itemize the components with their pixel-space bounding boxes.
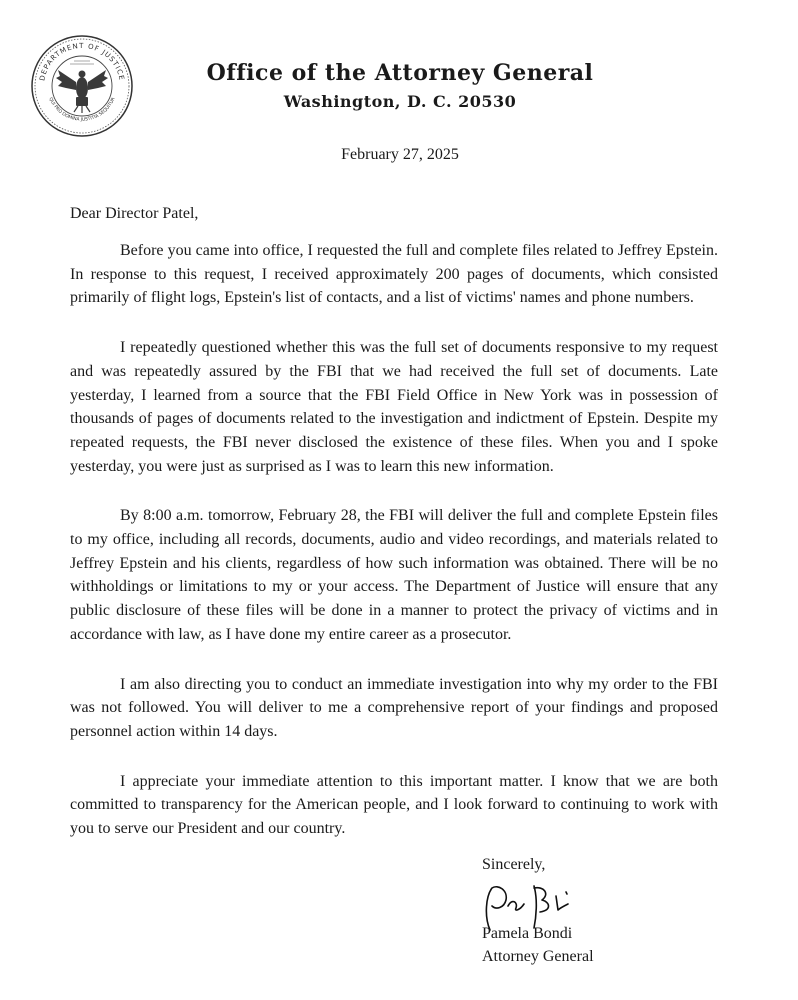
seal-text: DEPARTMENT OF JUSTICE bbox=[38, 41, 126, 82]
paragraph-4: I am also directing you to conduct an immediate investigation into why my order to the FBI was not followed. You will deliver to me a comprehensive report of your findings and proposed personnel action within 14 days. bbox=[70, 675, 718, 740]
paragraph-3: By 8:00 a.m. tomorrow, February 28, the FBI will deliver the full and complete Epstein files to my office, including all records, documents, audio and video recordings, and materials related to Jeffrey Epstein and his clients, regardless of how such information was obtained. There will be no withholdings or limitations to my or your access. The Department of Justice will ensure that any public disclosure of these files will be done in a manner to protect the privacy of victims and in accordance with law, as I have done my entire career as a prosecutor. bbox=[70, 507, 718, 643]
department-of-justice-seal-icon bbox=[30, 34, 134, 138]
paragraph-2: I repeatedly questioned whether this was the full set of documents responsive to my request and was repeatedly assured by the FBI that we had received the full set of documents. Late yesterday, I learned from a source that the FBI Field Office in New York was in possession of thousands of pages of documents related to the investigation and indictment of Epstein. Despite my repeated requests, the FBI never disclosed the existence of these files. When you and I spoke yesterday, you were just as surprised as I was to learn this new information. bbox=[70, 339, 718, 475]
letterhead-address: Washington, D. C. 20530 bbox=[283, 92, 517, 111]
signer-title: Attorney General bbox=[482, 948, 594, 965]
paragraph-1: Before you came into office, I requested the full and complete files related to Jeffrey Epstein. In response to this request, I received approximately 200 pages of documents, which consisted primarily of flight logs, Epstein's list of contacts, and a list of victims' names and phone numbers. bbox=[70, 242, 718, 307]
letter-body bbox=[70, 239, 718, 867]
seal-motto: QUI PRO DOMINA JUSTITIA SEQUITUR bbox=[47, 96, 117, 123]
closing: Sincerely, bbox=[482, 856, 546, 873]
signer-name: Pamela Bondi bbox=[482, 925, 573, 942]
paragraph-5: I appreciate your immediate attention to this important matter. I know that we are both committed to transparency for the American people, and I look forward to continuing to work with you to serve our President and our country. bbox=[70, 772, 718, 838]
letter-date: February 27, 2025 bbox=[341, 146, 459, 163]
letterhead-title: Office of the Attorney General bbox=[206, 60, 594, 86]
salutation: Dear Director Patel, bbox=[70, 205, 199, 222]
